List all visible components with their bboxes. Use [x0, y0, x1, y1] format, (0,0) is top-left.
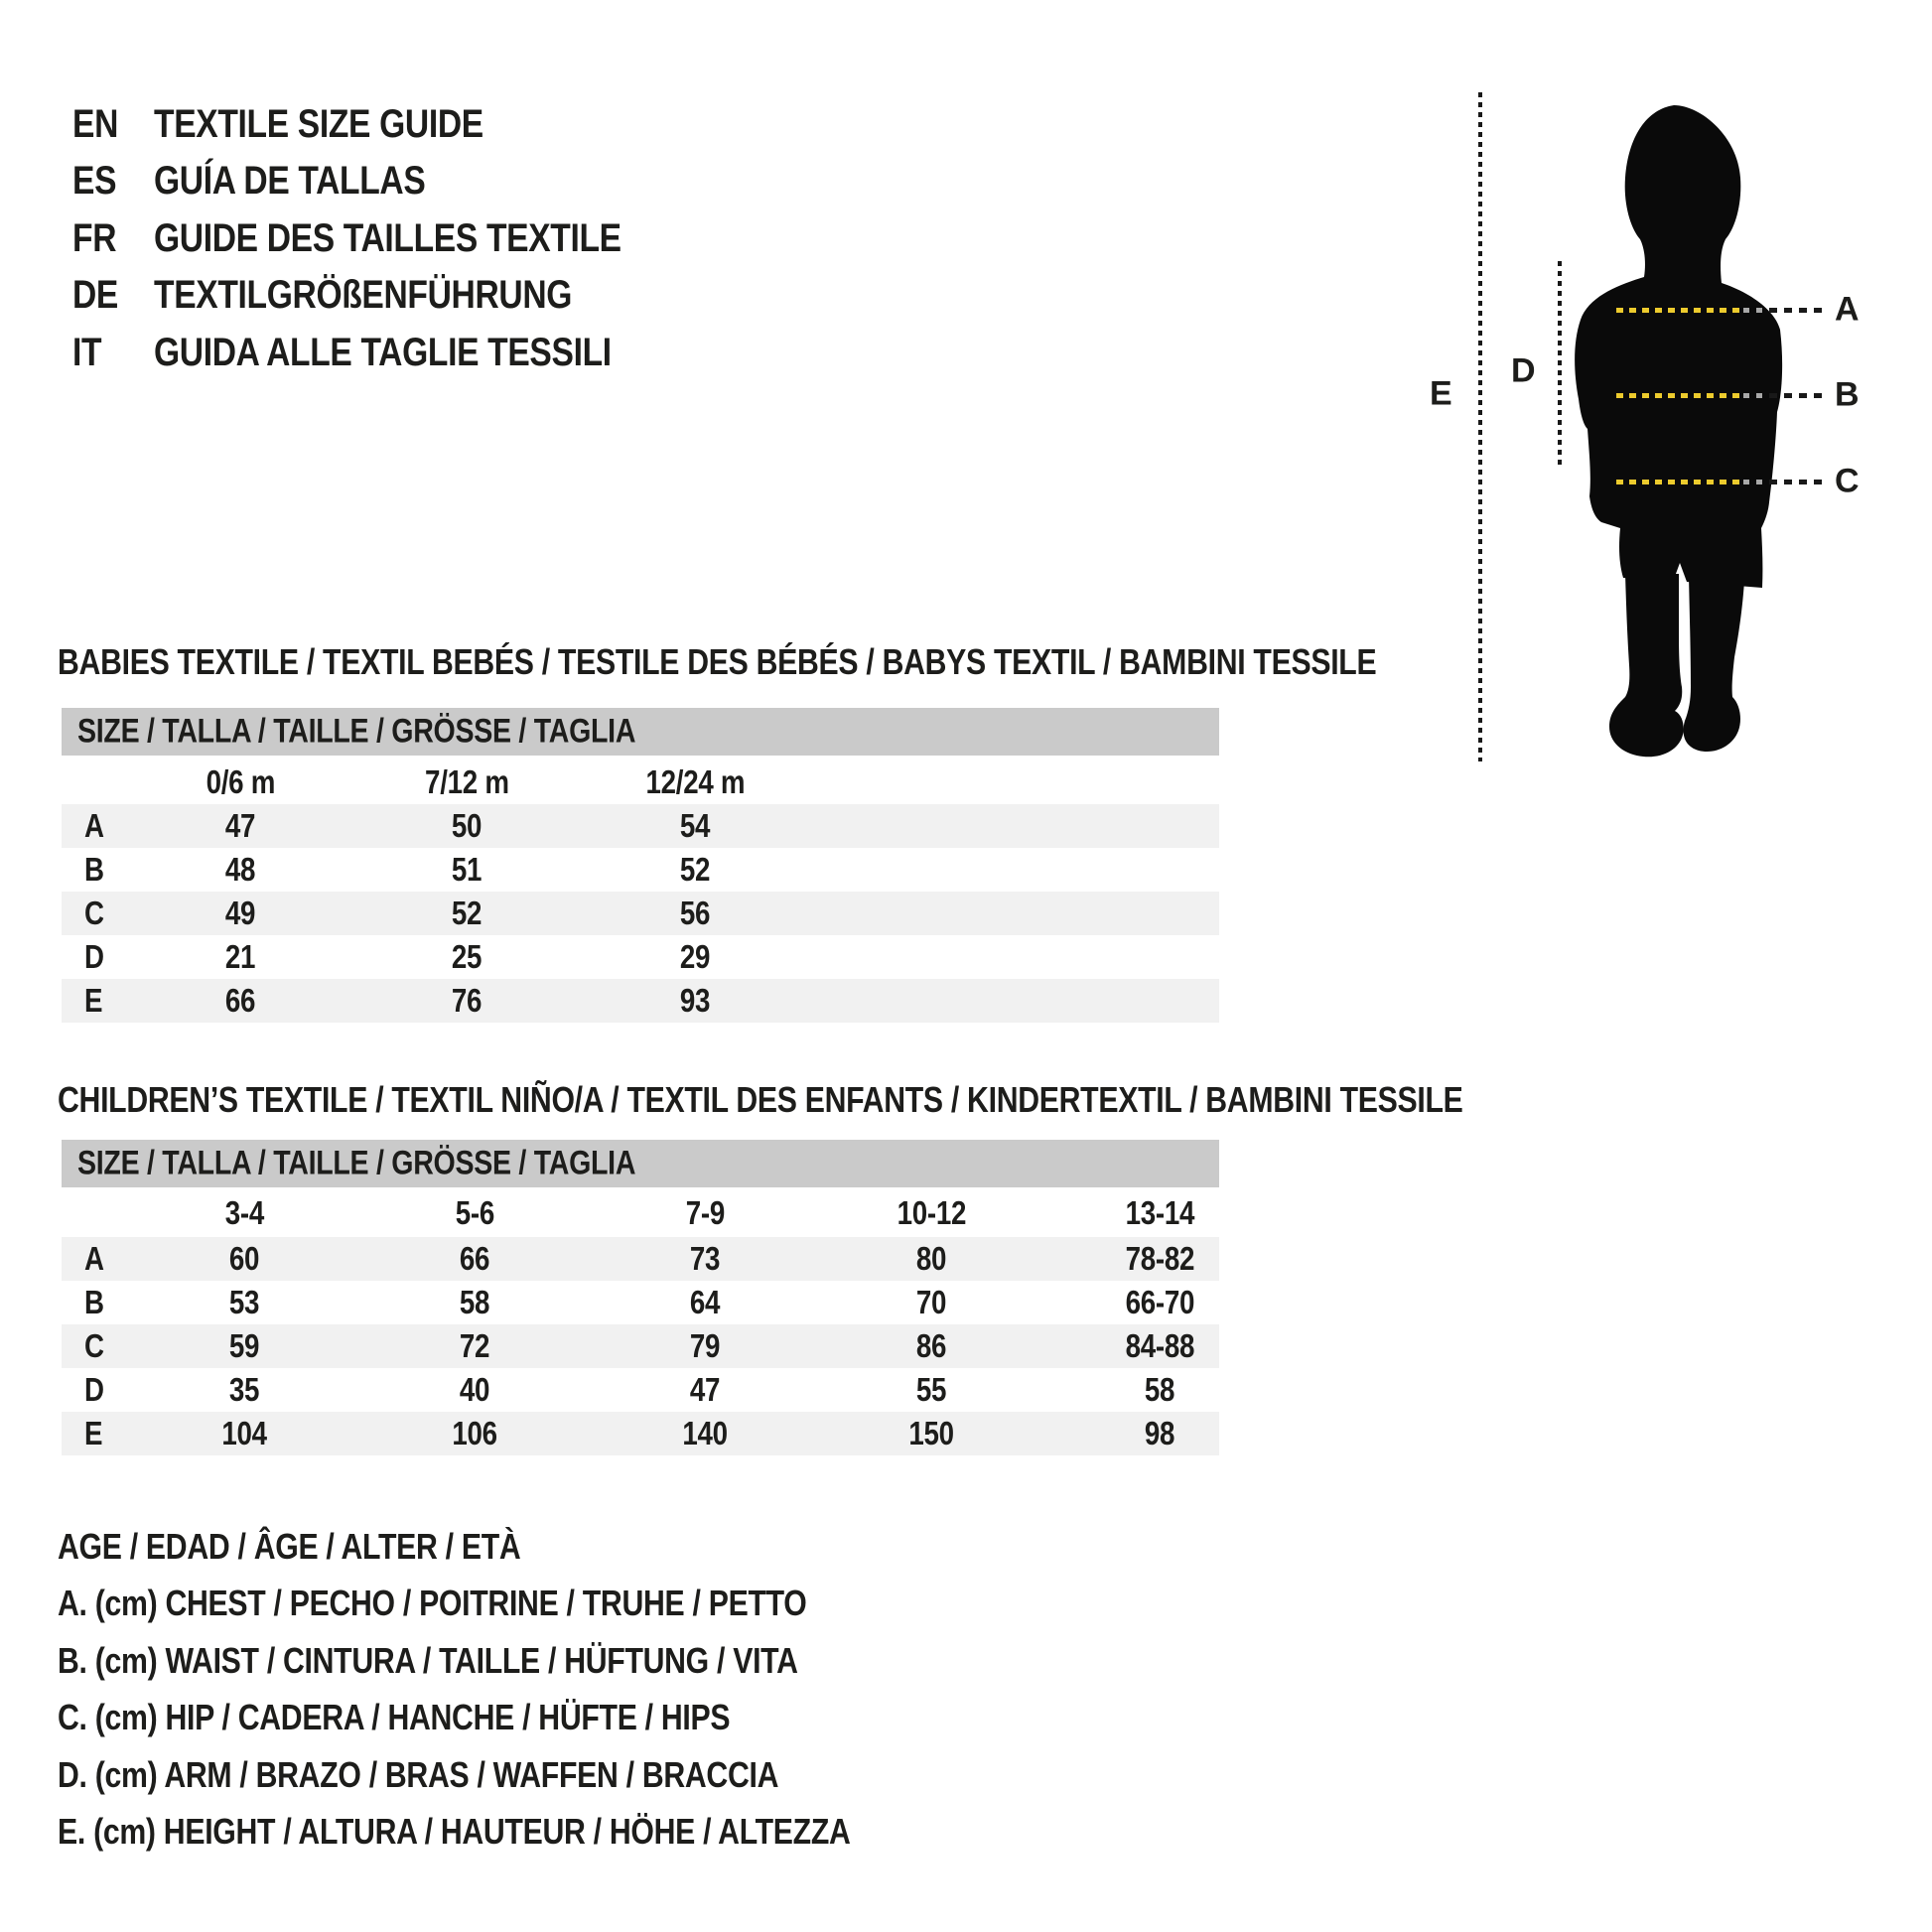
cell-value: 51 — [451, 851, 483, 888]
cell-value: 25 — [451, 938, 483, 975]
legend-line: C. (cm) HIP / CADERA / HANCHE / HÜFTE / HIPS — [58, 1697, 731, 1737]
figure-label-c: C — [1835, 462, 1860, 500]
cell-value: 72 — [459, 1327, 490, 1364]
row-label: B — [84, 851, 104, 888]
column-header: 5-6 — [455, 1194, 494, 1231]
measure-dash-dark-a — [1769, 308, 1825, 313]
column-header: 0/6 m — [206, 763, 275, 800]
table-row — [62, 1324, 1219, 1368]
cell-value: 49 — [224, 895, 256, 931]
row-label: A — [84, 807, 104, 844]
cell-value: 59 — [228, 1327, 260, 1364]
babies-size-header-bar — [62, 708, 1219, 756]
figure-label-e: E — [1430, 374, 1452, 413]
row-label: B — [84, 1284, 104, 1320]
column-header-row — [62, 760, 1219, 804]
measure-dash-dark-c — [1769, 480, 1825, 484]
legend-line: D. (cm) ARM / BRAZO / BRAS / WAFFEN / BRACCIA — [58, 1754, 779, 1795]
column-header-row — [62, 1191, 1219, 1235]
legend-line: AGE / EDAD / ÂGE / ALTER / ETÀ — [58, 1526, 521, 1567]
cell-value: 93 — [679, 982, 711, 1019]
cell-value: 56 — [679, 895, 711, 931]
row-label: C — [84, 1327, 104, 1364]
cell-value: 64 — [689, 1284, 721, 1320]
cell-value: 58 — [1144, 1371, 1175, 1408]
measure-dash-gray-c — [1743, 480, 1767, 484]
language-code: EN — [72, 102, 119, 146]
table-row — [62, 1412, 1219, 1455]
table-row — [62, 1368, 1219, 1412]
legend-line: B. (cm) WAIST / CINTURA / TAILLE / HÜFTUNG / VITA — [58, 1640, 798, 1681]
measure-dash-gray-b — [1743, 393, 1767, 398]
cell-value: 58 — [459, 1284, 490, 1320]
language-code: IT — [72, 331, 102, 374]
table-row — [62, 848, 1219, 892]
table-row — [62, 935, 1219, 979]
measure-dash-dark-b — [1769, 393, 1825, 398]
row-label: D — [84, 938, 104, 975]
row-label: E — [84, 1415, 103, 1451]
cell-value: 76 — [451, 982, 483, 1019]
table-row — [62, 1281, 1219, 1324]
table-row — [62, 804, 1219, 848]
children-size-bar-label: SIZE / TALLA / TAILLE / GRÖSSE / TAGLIA — [77, 1144, 636, 1182]
cell-value: 52 — [451, 895, 483, 931]
row-label: D — [84, 1371, 104, 1408]
cell-value: 140 — [682, 1415, 728, 1451]
cell-value: 50 — [451, 807, 483, 844]
column-header: 3-4 — [224, 1194, 264, 1231]
cell-value: 98 — [1144, 1415, 1175, 1451]
measure-dash-yellow-a — [1616, 308, 1741, 313]
cell-value: 53 — [228, 1284, 260, 1320]
cell-value: 73 — [689, 1240, 721, 1277]
table-row — [62, 979, 1219, 1023]
cell-value: 79 — [689, 1327, 721, 1364]
row-label: E — [84, 982, 103, 1019]
cell-value: 55 — [915, 1371, 947, 1408]
column-header: 13-14 — [1125, 1194, 1194, 1231]
cell-value: 106 — [452, 1415, 497, 1451]
language-code: ES — [72, 159, 117, 203]
cell-value: 60 — [228, 1240, 260, 1277]
column-header: 12/24 m — [645, 763, 745, 800]
cell-value: 66-70 — [1125, 1284, 1194, 1320]
figure-label-d: D — [1511, 351, 1536, 390]
babies-size-bar-label: SIZE / TALLA / TAILLE / GRÖSSE / TAGLIA — [77, 712, 636, 751]
measure-dash-yellow-c — [1616, 480, 1741, 484]
children-section-title: CHILDREN’S TEXTILE / TEXTIL NIÑO/A / TEXTIL DES ENFANTS / KINDERTEXTIL / BAMBINI TESSILE — [58, 1079, 1463, 1120]
cell-value: 21 — [224, 938, 256, 975]
legend-line: A. (cm) CHEST / PECHO / POITRINE / TRUHE / PETTO — [58, 1583, 807, 1623]
language-title: GUIDE DES TAILLES TEXTILE — [154, 216, 621, 260]
cell-value: 86 — [915, 1327, 947, 1364]
cell-value: 54 — [679, 807, 711, 844]
language-title: GUIDA ALLE TAGLIE TESSILI — [154, 331, 612, 374]
cell-value: 150 — [908, 1415, 954, 1451]
babies-section-title: BABIES TEXTILE / TEXTIL BEBÉS / TESTILE DES BÉBÉS / BABYS TEXTIL / BAMBINI TESSILE — [58, 641, 1377, 682]
children-size-header-bar — [62, 1140, 1219, 1187]
row-label: C — [84, 895, 104, 931]
table-row — [62, 892, 1219, 935]
figure-label-a: A — [1835, 290, 1860, 329]
cell-value: 48 — [224, 851, 256, 888]
cell-value: 104 — [221, 1415, 267, 1451]
column-header: 7/12 m — [424, 763, 509, 800]
measure-dash-gray-a — [1743, 308, 1767, 313]
arm-measure-line-d — [1558, 261, 1562, 470]
cell-value: 70 — [915, 1284, 947, 1320]
figure-label-b: B — [1835, 375, 1860, 414]
row-label: A — [84, 1240, 104, 1277]
cell-value: 66 — [224, 982, 256, 1019]
column-header: 7-9 — [685, 1194, 725, 1231]
cell-value: 40 — [459, 1371, 490, 1408]
language-code: DE — [72, 273, 119, 317]
table-row — [62, 1237, 1219, 1281]
cell-value: 52 — [679, 851, 711, 888]
cell-value: 47 — [224, 807, 256, 844]
cell-value: 80 — [915, 1240, 947, 1277]
language-title: TEXTILE SIZE GUIDE — [154, 102, 483, 146]
cell-value: 84-88 — [1125, 1327, 1194, 1364]
cell-value: 78-82 — [1125, 1240, 1194, 1277]
language-title: GUÍA DE TALLAS — [154, 159, 426, 203]
cell-value: 47 — [689, 1371, 721, 1408]
cell-value: 35 — [228, 1371, 260, 1408]
cell-value: 66 — [459, 1240, 490, 1277]
column-header: 10-12 — [897, 1194, 966, 1231]
cell-value: 29 — [679, 938, 711, 975]
language-code: FR — [72, 216, 117, 260]
legend-line: E. (cm) HEIGHT / ALTURA / HAUTEUR / HÖHE / ALTEZZA — [58, 1811, 851, 1852]
language-title: TEXTILGRÖßENFÜHRUNG — [154, 273, 573, 317]
measure-dash-yellow-b — [1616, 393, 1741, 398]
